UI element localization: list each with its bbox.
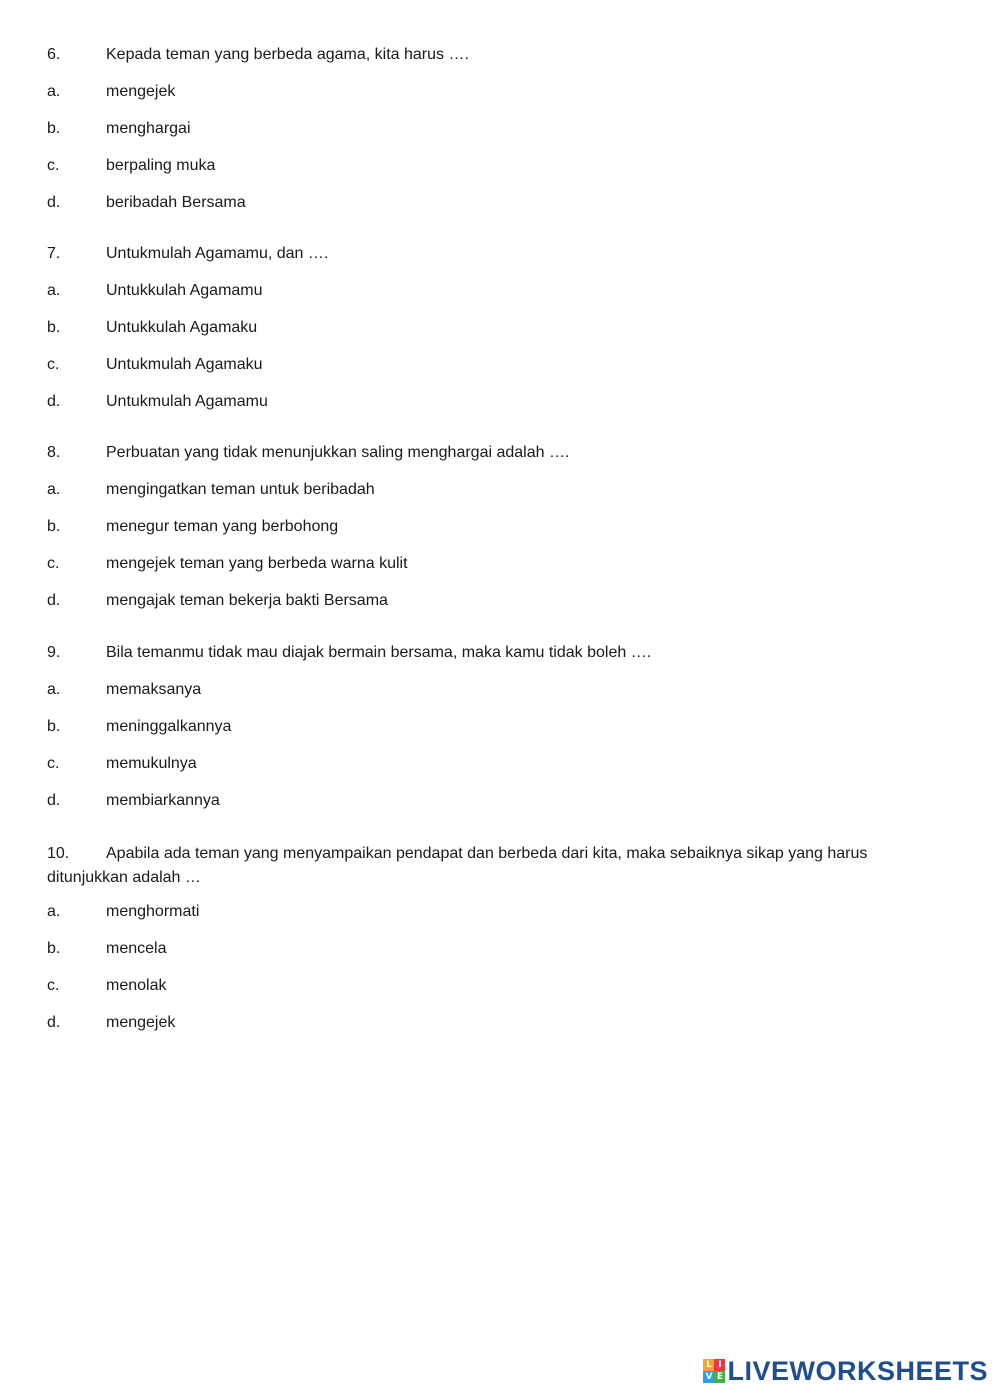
option-text: beribadah Bersama: [106, 194, 246, 211]
option-letter: d.: [47, 592, 61, 609]
question-8: [47, 443, 947, 628]
question-6: [47, 45, 947, 230]
option-b[interactable]: [47, 517, 947, 554]
option-text: Untukkulah Agamamu: [106, 282, 263, 299]
question-10: [47, 842, 947, 1050]
option-text: mengingatkan teman untuk beribadah: [106, 481, 375, 498]
option-c[interactable]: [47, 554, 947, 591]
option-text: menghargai: [106, 120, 191, 137]
option-letter: a.: [47, 83, 61, 100]
option-letter: d.: [47, 1014, 61, 1031]
option-text: Untukkulah Agamaku: [106, 319, 258, 336]
option-letter: b.: [47, 718, 61, 735]
option-letter: c.: [47, 755, 60, 772]
option-text: meninggalkannya: [106, 718, 232, 735]
question-line: [47, 244, 947, 281]
option-text: mengejek: [106, 1014, 176, 1031]
option-letter: d.: [47, 194, 61, 211]
option-d[interactable]: [47, 392, 947, 429]
logo-mark-letter: I: [714, 1359, 725, 1371]
logo-mark-letter: V: [703, 1371, 714, 1383]
option-a[interactable]: [47, 281, 947, 318]
question-9: [47, 643, 947, 828]
option-d[interactable]: [47, 591, 947, 628]
option-a[interactable]: [47, 480, 947, 517]
option-letter: c.: [47, 977, 60, 994]
option-text: Untukmulah Agamaku: [106, 356, 263, 373]
option-text: mengejek teman yang berbeda warna kulit: [106, 555, 408, 572]
option-a[interactable]: [47, 680, 947, 717]
option-a[interactable]: [47, 902, 947, 939]
option-text: mengejek: [106, 83, 176, 100]
logo-text: LIVEWORKSHEETS: [727, 1355, 988, 1386]
option-d[interactable]: [47, 193, 947, 230]
logo-mark-letter: L: [703, 1359, 714, 1371]
option-text: Untukmulah Agamamu: [106, 393, 268, 410]
liveworksheets-logo: [703, 1356, 988, 1386]
question-line: [47, 842, 947, 890]
live-logo-mark-icon: [703, 1359, 725, 1383]
option-letter: a.: [47, 282, 61, 299]
question-number: 6.: [47, 46, 61, 63]
question-number: 8.: [47, 444, 61, 461]
option-text: mencela: [106, 940, 167, 957]
question-line: [47, 443, 947, 480]
logo-mark-letter: E: [714, 1371, 725, 1383]
question-text: Bila temanmu tidak mau diajak bermain bersama, maka kamu tidak boleh ….: [106, 644, 652, 661]
option-a[interactable]: [47, 82, 947, 119]
option-b[interactable]: [47, 119, 947, 156]
option-letter: d.: [47, 792, 61, 809]
option-c[interactable]: [47, 156, 947, 193]
option-d[interactable]: [47, 791, 947, 828]
question-text: Kepada teman yang berbeda agama, kita harus ….: [106, 46, 469, 63]
option-b[interactable]: [47, 939, 947, 976]
option-letter: a.: [47, 903, 61, 920]
question-text: Apabila ada teman yang menyampaikan pendapat dan berbeda dari kita, maka sebaiknya sikap yang harus ditunjukkan adalah …: [47, 845, 868, 886]
question-number: 10.: [47, 845, 70, 862]
option-letter: c.: [47, 356, 60, 373]
question-number: 9.: [47, 644, 61, 661]
option-text: menolak: [106, 977, 167, 994]
option-letter: b.: [47, 319, 61, 336]
option-letter: b.: [47, 120, 61, 137]
option-text: memukulnya: [106, 755, 197, 772]
option-letter: c.: [47, 157, 60, 174]
question-7: [47, 244, 947, 429]
option-text: menghormati: [106, 903, 200, 920]
option-letter: b.: [47, 518, 61, 535]
option-text: memaksanya: [106, 681, 202, 698]
option-letter: c.: [47, 555, 60, 572]
option-b[interactable]: [47, 318, 947, 355]
question-line: [47, 643, 947, 680]
option-c[interactable]: [47, 355, 947, 392]
question-line: [47, 45, 947, 82]
option-b[interactable]: [47, 717, 947, 754]
option-text: mengajak teman bekerja bakti Bersama: [106, 592, 388, 609]
question-number: 7.: [47, 245, 61, 262]
option-text: berpaling muka: [106, 157, 216, 174]
option-text: membiarkannya: [106, 792, 220, 809]
option-d[interactable]: [47, 1013, 947, 1050]
question-text: Perbuatan yang tidak menunjukkan saling menghargai adalah ….: [106, 444, 570, 461]
option-c[interactable]: [47, 976, 947, 1013]
option-letter: a.: [47, 481, 61, 498]
option-letter: b.: [47, 940, 61, 957]
option-c[interactable]: [47, 754, 947, 791]
option-text: menegur teman yang berbohong: [106, 518, 339, 535]
option-letter: a.: [47, 681, 61, 698]
question-text: Untukmulah Agamamu, dan ….: [106, 245, 329, 262]
option-letter: d.: [47, 393, 61, 410]
